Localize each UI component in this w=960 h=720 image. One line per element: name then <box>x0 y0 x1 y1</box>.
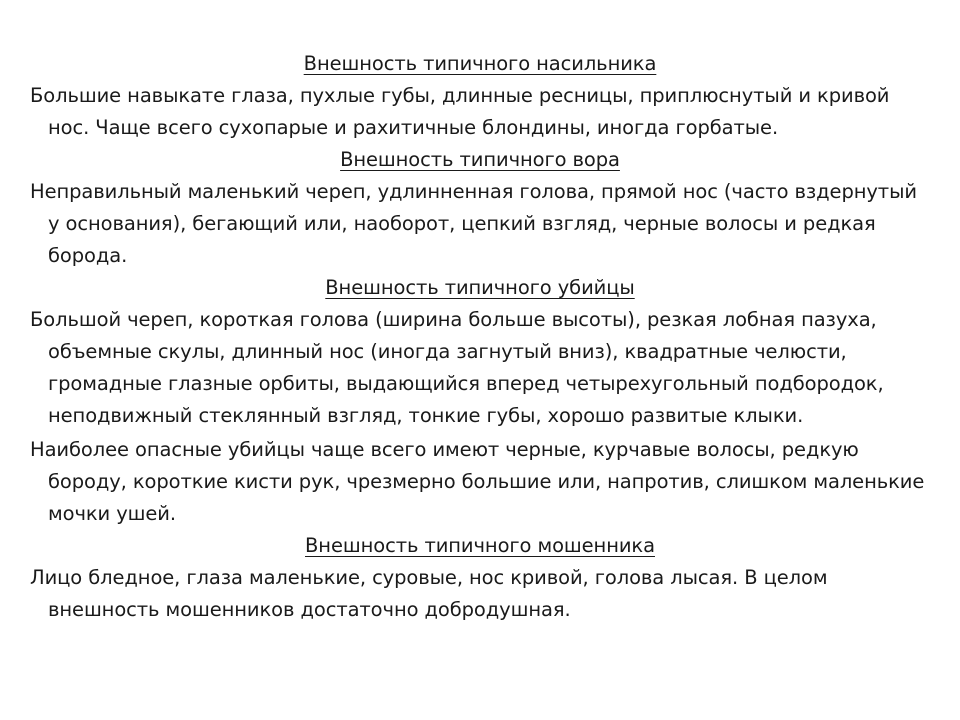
paragraph-swindler-description: Лицо бледное, глаза маленькие, суровые, нос кривой, голова лысая. В целом внешность мошенников достаточно добродушная. <box>30 566 828 621</box>
heading-thief: Внешность типичного вора <box>340 148 620 171</box>
paragraph-rapist-description: Большие навыкате глаза, пухлые губы, длинные ресницы, приплюснутый и кривой нос. Чаще всего сухопарые и рахитичные блондины, иногда горбатые. <box>30 84 890 139</box>
paragraph-murderer-description: Большой череп, короткая голова (ширина больше высоты), резкая лобная пазуха, объемные скулы, длинный нос (иногда загнутый вниз), квадратные челюсти, громадные глазные орбиты, выдающийся вперед четырехугольный подбородок, неподвижный стеклянный взгляд, тонкие губы, хорошо развитые клыки. <box>30 308 884 427</box>
slide-content <box>30 48 930 626</box>
heading-swindler: Внешность типичного мошенника <box>305 534 655 557</box>
heading-rapist: Внешность типичного насильника <box>303 52 657 75</box>
paragraph-murderer-dangerous: Наиболее опасные убийцы чаще всего имеют черные, курчавые волосы, редкую бороду, короткие кисти рук, чрезмерно большие или, напротив, слишком маленькие мочки ушей. <box>30 438 925 525</box>
paragraph-thief-description: Неправильный маленький череп, удлинненная голова, прямой нос (часто вздернутый у основания), бегающий или, наоборот, цепкий взгляд, черные волосы и редкая борода. <box>30 180 917 267</box>
heading-murderer: Внешность типичного убийцы <box>325 276 635 299</box>
